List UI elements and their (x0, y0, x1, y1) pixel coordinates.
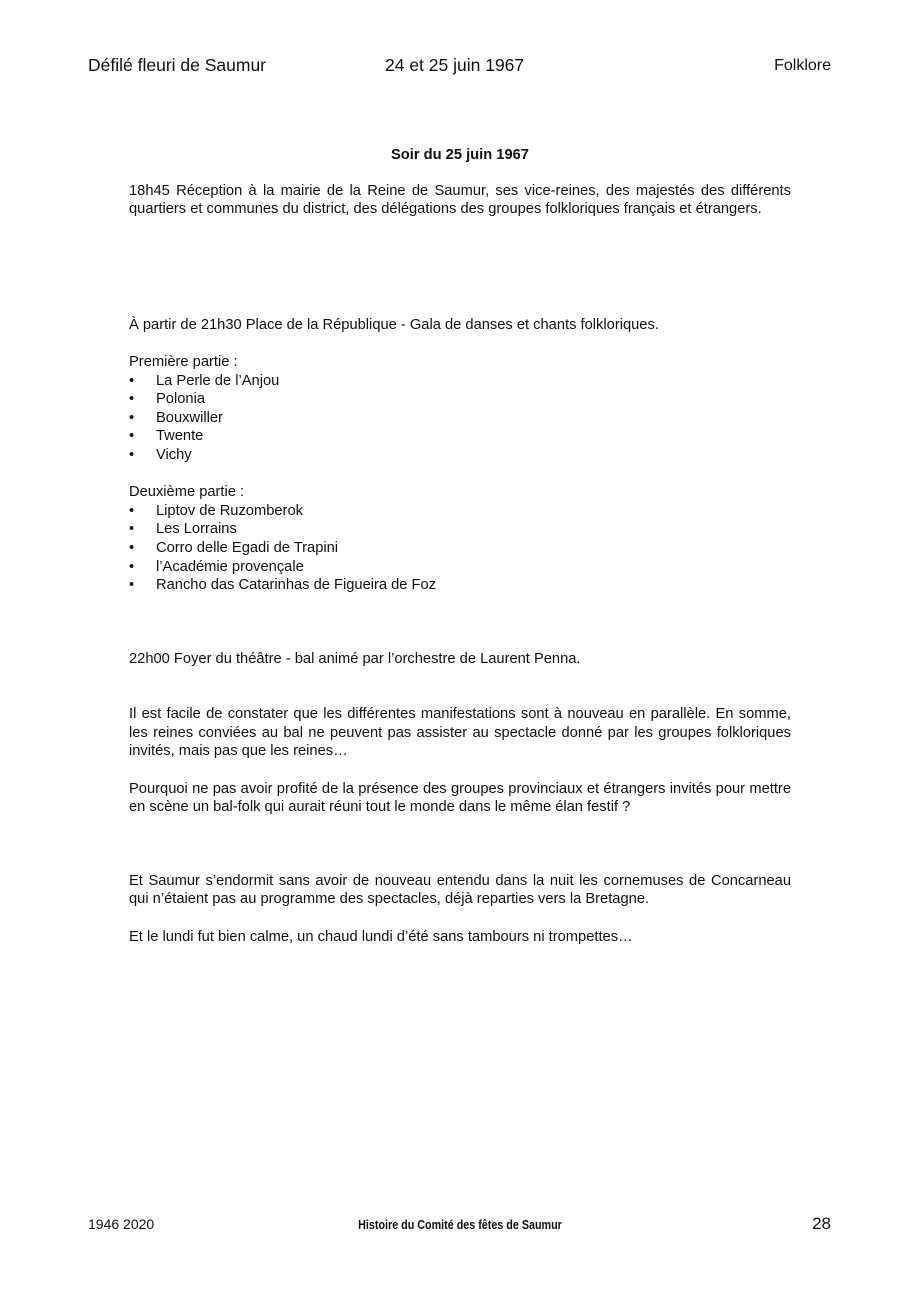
commentary-paragraph-4: Et le lundi fut bien calme, un chaud lundi d’été sans tambours ni trompettes… (129, 928, 633, 945)
list-item-label: Polonia (156, 391, 205, 408)
bullet-marker: • (129, 372, 135, 389)
list-item (129, 390, 791, 409)
bullet-marker: • (129, 521, 135, 538)
list-item-label: Rancho das Catarinhas de Figueira de Foz (156, 577, 437, 594)
part2-heading: Deuxième partie : (129, 484, 245, 501)
bullet-marker: • (129, 428, 135, 445)
list-item (129, 520, 791, 539)
list-item-label: Vichy (156, 446, 192, 463)
page-number: 28 (812, 1214, 831, 1233)
list-item (129, 576, 791, 595)
header-date: 24 et 25 juin 1967 (385, 55, 525, 75)
list-item-label: La Perle de l’Anjou (156, 372, 280, 389)
header-event-title: Défilé fleuri de Saumur (88, 55, 266, 75)
list-item-label: l’Académie provençale (156, 558, 304, 575)
list-item-label: Bouxwiller (156, 409, 223, 426)
bullet-marker: • (129, 391, 135, 408)
list-item (129, 502, 791, 521)
part2-list (129, 502, 791, 595)
bullet-marker: • (129, 446, 135, 463)
header-section: Folklore (774, 57, 831, 74)
part1-heading: Première partie : (129, 353, 238, 370)
commentary-paragraph-3: Et Saumur s’endormit sans avoir de nouveau entendu dans la nuit les cornemuses de Concarneau qui n’étaient pas au programme des spectacles, déjà reparties vers la Bretagne. (129, 872, 791, 908)
page-content (129, 146, 791, 946)
commentary-paragraph-1: Il est facile de constater que les différentes manifestations sont à nouveau en parallèle. En somme, les reines conviées au bal ne peuvent pas assister au spectacle donné par les groupes folkloriques invités, mais pas que les reines… (129, 706, 791, 760)
list-item (129, 409, 791, 428)
footer-book-title: Histoire du Comité des fêtes de Saumur (358, 1218, 562, 1232)
bullet-marker: • (129, 558, 135, 575)
list-item (129, 539, 791, 558)
list-item (129, 427, 791, 446)
footer-years: 1946 2020 (88, 1216, 155, 1232)
bal-paragraph: 22h00 Foyer du théâtre - bal animé par l’orchestre de Laurent Penna. (129, 650, 581, 667)
list-item (129, 372, 791, 391)
bullet-marker: • (129, 577, 135, 594)
list-item-label: Liptov de Ruzomberok (156, 502, 303, 519)
list-item-label: Corro delle Egadi de Trapini (156, 539, 339, 556)
commentary-paragraph-2: Pourquoi ne pas avoir profité de la présence des groupes provinciaux et étrangers invités pour mettre en scène un bal-folk qui aurait réuni tout le monde dans le même élan festif ? (129, 780, 791, 816)
reception-paragraph: 18h45 Réception à la mairie de la Reine de Saumur, ses vice-reines, des majestés des différents quartiers et communes du district, des délégations des groupes folkloriques français et étrangers. (129, 182, 791, 218)
page-title: Soir du 25 juin 1967 (391, 147, 529, 163)
list-item (129, 558, 791, 577)
part1-list (129, 372, 791, 465)
bullet-marker: • (129, 502, 135, 519)
list-item (129, 446, 791, 465)
bullet-marker: • (129, 409, 135, 426)
list-item-label: Twente (156, 428, 204, 445)
list-item-label: Les Lorrains (156, 521, 237, 538)
gala-paragraph: À partir de 21h30 Place de la République - Gala de danses et chants folkloriques. (129, 316, 659, 333)
bullet-marker: • (129, 539, 135, 556)
